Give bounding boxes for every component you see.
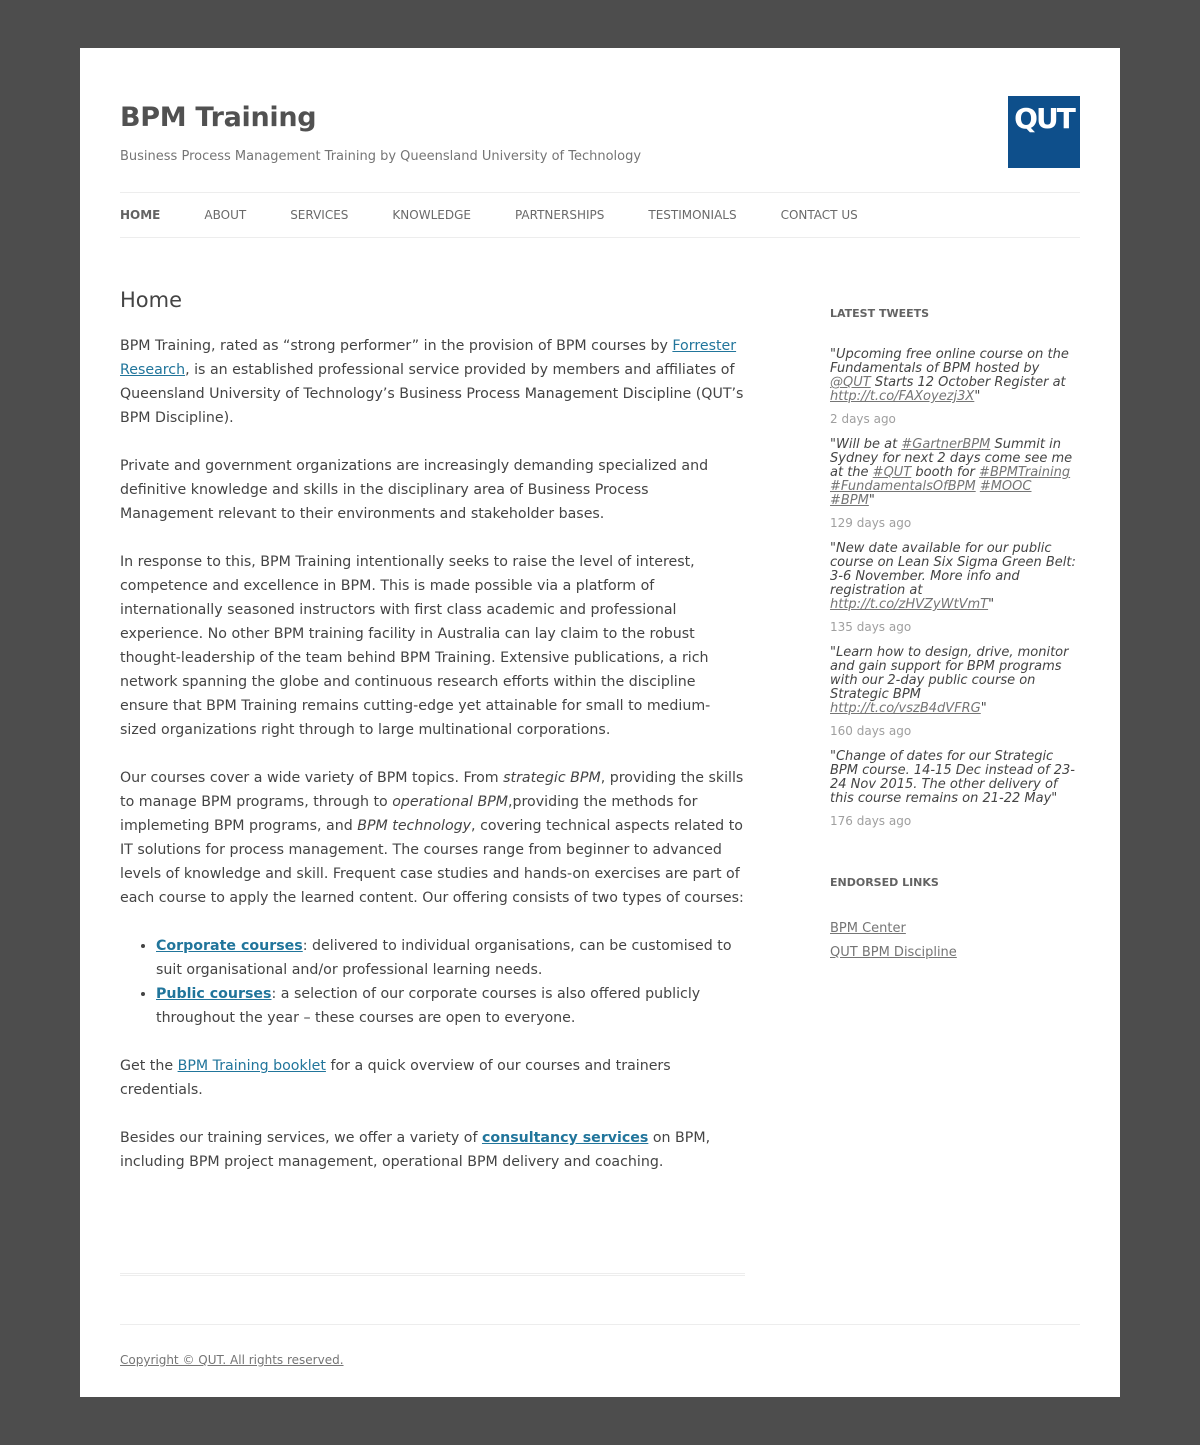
- tweet-fragment: Summit in Sydney for next 2 days come see me at the: [830, 437, 1073, 480]
- courses-text-a: Our courses cover a wide variety of BPM topics. From: [120, 770, 504, 786]
- tweet-fragment: "Upcoming free online course on the Fundamentals of BPM hosted by: [830, 347, 1069, 376]
- main-content: [120, 288, 745, 1198]
- tweet-link[interactable]: #QUT: [872, 465, 912, 480]
- endorsed-links-list: [830, 917, 1080, 965]
- paragraph-booklet: [120, 1054, 745, 1102]
- intro-text-1: BPM Training, rated as “strong performer” in the provision of BPM courses by: [120, 338, 673, 354]
- nav-item-services[interactable]: SERVICES: [290, 208, 349, 222]
- qut-logo[interactable]: [1008, 96, 1080, 168]
- tweet-link[interactable]: #MOOC: [979, 479, 1032, 494]
- corporate-courses-link[interactable]: Corporate courses: [156, 938, 303, 954]
- content-separator: [120, 1273, 745, 1276]
- tweets-list: [830, 348, 1080, 828]
- endorsed-links-title: ENDORSED LINKS: [830, 876, 939, 889]
- tweet-timestamp: 160 days ago: [830, 724, 912, 738]
- tweet-text: [830, 542, 1080, 612]
- tweet-fragment: "New date available for our public course on Lean Six Sigma Green Belt: 3-6 November. More info and registration at: [830, 541, 1076, 598]
- page-title: Home: [120, 288, 183, 312]
- forrester-research-link[interactable]: Forrester Research: [120, 338, 737, 378]
- courses-text-g: , covering technical aspects related to IT solutions for process management. The courses range from beginner to advanced levels of knowledge and skill. Frequent case studies and hands-on exercises are part of each course to apply the learned content. Our offering consists of two types of courses:: [120, 818, 744, 906]
- paragraph-consultancy: [120, 1126, 745, 1174]
- tweet-timestamp: 2 days ago: [830, 412, 896, 426]
- tweet-text: [830, 348, 1080, 404]
- main-navigation: [120, 192, 1080, 238]
- tweet-link[interactable]: #BPMTraining: [979, 465, 1071, 480]
- corporate-courses-text: : delivered to individual organisations, can be customised to suit organisational and/or professional learning needs.: [156, 938, 732, 978]
- endorsed-link[interactable]: BPM Center: [830, 921, 906, 936]
- footer-divider: [120, 1324, 1080, 1325]
- paragraph-organizations: Private and government organizations are increasingly demanding specialized and definitive knowledge and skills in the disciplinary area of Business Process Management relevant to their environments and stakeholder bases.: [120, 458, 709, 522]
- nav-item-knowledge[interactable]: KNOWLEDGE: [392, 208, 471, 222]
- consultancy-services-link[interactable]: consultancy services: [481, 1130, 649, 1146]
- nav-item-contact-us[interactable]: CONTACT US: [780, 208, 858, 222]
- list-item: [156, 982, 745, 1030]
- copyright-link[interactable]: Copyright © QUT. All rights reserved.: [120, 1353, 344, 1367]
- tweet-timestamp: 176 days ago: [830, 814, 912, 828]
- tweet-timestamp: 135 days ago: [830, 620, 912, 634]
- nav-item-partnerships[interactable]: PARTNERSHIPS: [514, 208, 605, 222]
- tweet-fragment: ": [980, 701, 987, 716]
- tweet-link[interactable]: http://t.co/vszB4dVFRG: [830, 701, 981, 716]
- tweet-text: [830, 750, 1080, 806]
- courses-text-c: , providing the skills to manage BPM programs, through to: [120, 770, 744, 810]
- tweet-link[interactable]: #BPM: [830, 493, 869, 508]
- tweet-fragment: booth for: [911, 465, 980, 480]
- page: [80, 48, 1120, 1397]
- courses-operational: operational BPM: [392, 794, 509, 810]
- list-item: [156, 934, 745, 982]
- nav-item-about[interactable]: ABOUT: [204, 208, 247, 222]
- logo-text: QUT: [1014, 102, 1074, 135]
- tweet-fragment: "Will be at: [830, 437, 902, 452]
- paragraph-courses: [120, 766, 745, 910]
- booklet-text-2: for a quick overview of our courses and trainers credentials.: [120, 1058, 671, 1098]
- courses-technology: BPM technology: [357, 818, 472, 834]
- course-types-list: [120, 934, 745, 1030]
- tweet-link[interactable]: @QUT: [830, 375, 871, 390]
- tweet-link[interactable]: #FundamentalsOfBPM: [830, 479, 976, 494]
- tweet-text: [830, 438, 1080, 508]
- latest-tweets-title: LATEST TWEETS: [830, 307, 930, 320]
- tweet-link[interactable]: #GartnerBPM: [901, 437, 991, 452]
- tweet-fragment: ": [988, 597, 995, 612]
- nav-item-home[interactable]: HOME: [120, 208, 161, 222]
- intro-paragraph: [120, 334, 745, 430]
- tweet-fragment: "Change of dates for our Strategic BPM course. 14-15 Dec instead of 23-24 Nov 2015. The other delivery of this course remains on 21-22 May": [830, 749, 1075, 806]
- consultancy-text-2: on BPM, including BPM project management, operational BPM delivery and coaching.: [120, 1130, 711, 1170]
- site-title[interactable]: BPM Training: [120, 102, 317, 133]
- tweet-fragment: ": [868, 493, 875, 508]
- sidebar: [830, 288, 1080, 965]
- booklet-link[interactable]: BPM Training booklet: [177, 1058, 326, 1074]
- booklet-text-1: Get the: [120, 1058, 178, 1074]
- paragraph-response: In response to this, BPM Training intentionally seeks to raise the level of interest, competence and excellence in BPM. This is made possible via a platform of internationally seasoned instructors with first class academic and professional experience. No other BPM training facility in Australia can lay claim to the robust thought-leadership of the team behind BPM Training. Extensive publications, a rich network spanning the globe and continuous research efforts within the discipline ensure that BPM Training remains cutting-edge yet attainable for small to medium-sized organizations right through to large multinational corporations.: [120, 554, 711, 738]
- nav-item-testimonials[interactable]: TESTIMONIALS: [648, 208, 737, 222]
- tweet-fragment: "Learn how to design, drive, monitor and gain support for BPM programs with our 2-day public course on Strategic BPM: [830, 645, 1069, 702]
- public-courses-text: : a selection of our corporate courses is also offered publicly throughout the year – these courses are open to everyone.: [156, 986, 701, 1026]
- tweet-timestamp: 129 days ago: [830, 516, 912, 530]
- tweet-link[interactable]: http://t.co/zHVZyWtVmT: [830, 597, 989, 612]
- public-courses-link[interactable]: Public courses: [156, 986, 272, 1002]
- tweet-fragment: ": [974, 389, 981, 404]
- courses-strategic: strategic BPM: [503, 770, 601, 786]
- tweet-text: [830, 646, 1080, 716]
- endorsed-link[interactable]: QUT BPM Discipline: [830, 945, 957, 960]
- courses-text-e: ,providing the methods for implemeting BPM programs, and: [120, 794, 698, 834]
- tweet-fragment: Starts 12 October Register at: [870, 375, 1066, 390]
- intro-text-2: , is an established professional service provided by members and affiliates of Queensland University of Technology’s Business Process Management Discipline (QUT’s BPM Discipline).: [120, 362, 744, 426]
- tweet-link[interactable]: http://t.co/FAXoyezj3X: [830, 389, 975, 404]
- site-description: Business Process Management Training by Queensland University of Technology: [120, 149, 642, 164]
- consultancy-text-1: Besides our training services, we offer a variety of: [120, 1130, 482, 1146]
